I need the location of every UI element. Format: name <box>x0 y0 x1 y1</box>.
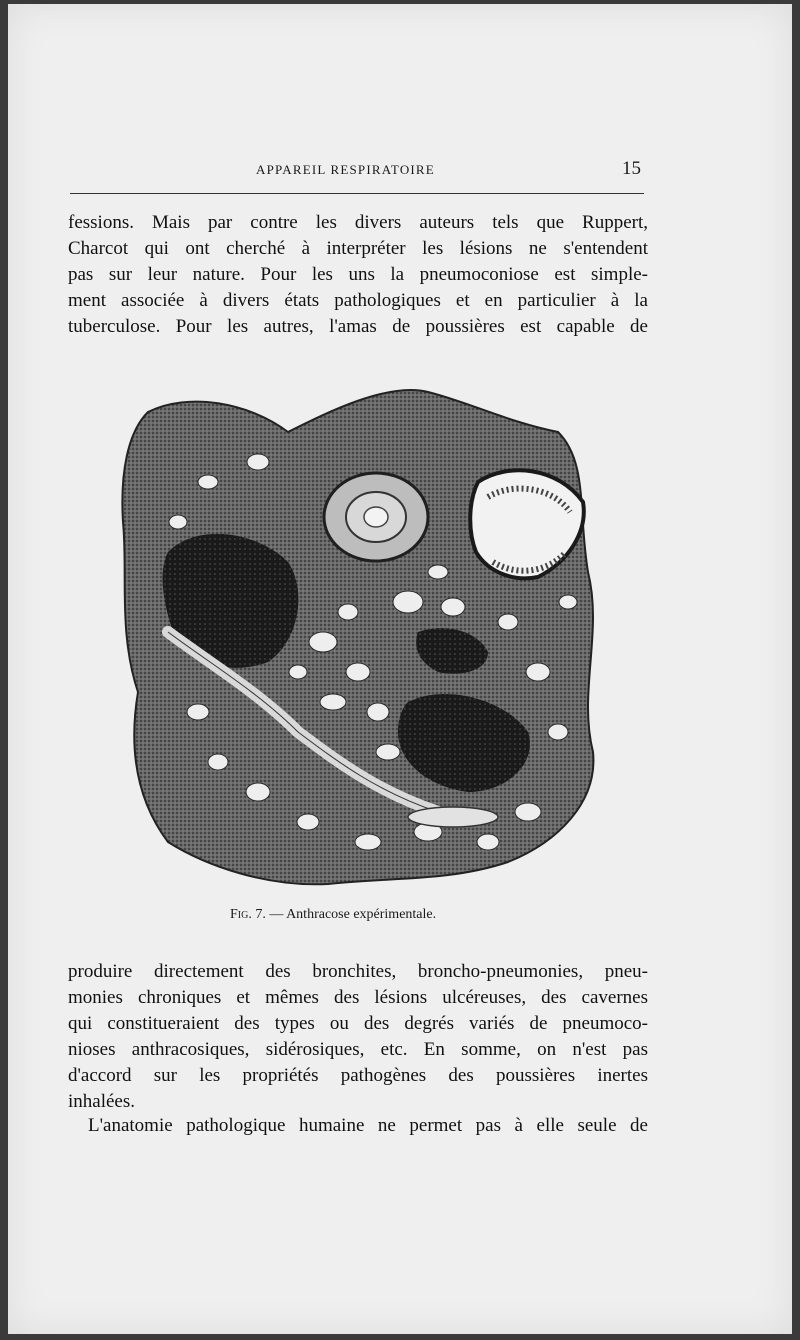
paragraph-1 <box>68 210 648 340</box>
text-line: fessions. Mais par contre les divers auteurs tels que Ruppert, <box>68 212 648 233</box>
text-line: nioses anthracosiques, sidérosiques, etc. En somme, on n'est pas <box>68 1039 648 1060</box>
text-line: pas sur leur nature. Pour les uns la pneumoconiose est simple- <box>68 264 648 285</box>
figure-title: — Anthracose expérimentale. <box>269 907 437 922</box>
running-title: APPAREIL RESPIRATOIRE <box>256 162 435 177</box>
figure-label: Fig. 7. <box>230 907 266 922</box>
paragraph-3 <box>68 1113 648 1139</box>
text-line: tuberculose. Pour les autres, l'amas de poussières est capable de <box>68 316 648 337</box>
page-number: 15 <box>622 158 641 179</box>
text-line: L'anatomie pathologique humaine ne permet pas à elle seule de <box>88 1115 648 1136</box>
text-line: inhalées. <box>68 1091 136 1112</box>
vessel-section <box>408 807 498 827</box>
text-line: d'accord sur les propriétés pathogènes des poussières inertes <box>68 1065 648 1086</box>
text-line: ment associée à divers états pathologiques et en particulier à la <box>68 290 648 311</box>
header-rule <box>70 193 644 194</box>
histology-engraving <box>108 372 618 894</box>
text-line: Charcot qui ont cherché à interpréter les lésions ne s'entendent <box>68 238 648 259</box>
running-head <box>8 160 792 184</box>
figure-caption <box>230 907 436 923</box>
lung-tissue-illustration <box>108 372 618 894</box>
text-line: monies chroniques et mêmes des lésions ulcéreuses, des cavernes <box>68 987 648 1008</box>
text-line: produire directement des bronchites, broncho-pneumonies, pneu- <box>68 961 648 982</box>
paragraph-2 <box>68 959 648 1115</box>
text-line: qui constitueraient des types ou des degrés variés de pneumoco- <box>68 1013 648 1034</box>
book-page <box>8 4 792 1334</box>
